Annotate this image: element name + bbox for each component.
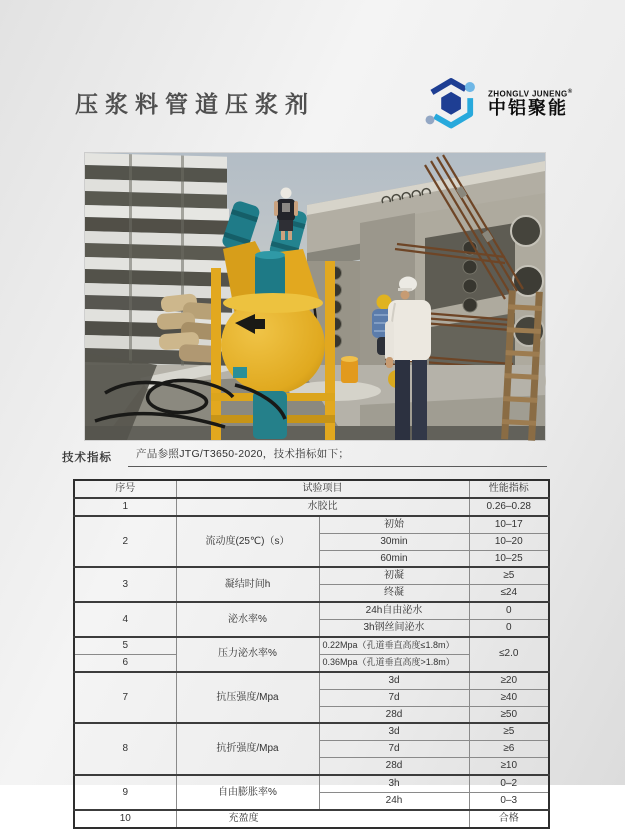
page-title: 压浆料管道压浆剂: [75, 91, 315, 117]
inner-hexagon: [441, 92, 461, 115]
table-row: [74, 516, 549, 533]
sphere-bottom-left: [426, 115, 435, 124]
cell-no: 10: [74, 810, 176, 828]
cell-condition: 终凝: [319, 585, 469, 602]
cell-value: ≥5: [469, 567, 549, 584]
header-index: 性能指标: [469, 480, 549, 498]
table-row: [74, 672, 549, 689]
cell-value: ≥5: [469, 723, 549, 740]
cell-condition: 24h自由泌水: [319, 602, 469, 619]
table-row: [74, 602, 549, 619]
cell-value: 0–2: [469, 775, 549, 792]
logo-name-cn: 中铝聚能: [488, 97, 568, 118]
sphere-top-right: [465, 82, 475, 92]
cell-no: 2: [74, 516, 176, 568]
cell-condition: 28d: [319, 706, 469, 723]
cell-value: ≥6: [469, 741, 549, 758]
cell-value: 10–25: [469, 550, 549, 567]
table-row: [74, 775, 549, 792]
cell-no: 4: [74, 602, 176, 637]
cell-item: 抗折强度/Mpa: [176, 723, 319, 775]
cell-condition: 24h: [319, 793, 469, 810]
cell-no: 6: [74, 654, 176, 671]
cell-condition: 3d: [319, 672, 469, 689]
tech-section-note: 产品参照JTG/T3650-2020，技术指标如下；: [136, 448, 350, 460]
spec-table: [73, 479, 550, 829]
cell-condition: 60min: [319, 550, 469, 567]
yellow-bucket: [341, 356, 358, 383]
table-row: [74, 567, 549, 584]
cell-no: 8: [74, 723, 176, 775]
cell-value: ≥10: [469, 758, 549, 775]
cell-value: ≥20: [469, 672, 549, 689]
tech-section-label: 技术指标: [62, 452, 112, 464]
cell-item: 充盈度: [176, 810, 469, 828]
table-row: [74, 723, 549, 740]
cell-item: 流动度(25℃)（s）: [176, 516, 319, 568]
cell-no: 5: [74, 637, 176, 654]
cell-no: 7: [74, 672, 176, 724]
header-no: 序号: [74, 480, 176, 498]
cell-no: 1: [74, 498, 176, 516]
table-row: [74, 480, 549, 498]
cell-condition: 0.22Mpa（孔道垂直高度≤1.8m）: [319, 637, 469, 654]
cell-condition: 初凝: [319, 567, 469, 584]
table-row: [74, 498, 549, 516]
logo-name-en: ZHONGLV JUNENG®: [488, 88, 573, 99]
cell-value: 10–17: [469, 516, 549, 533]
registered-mark: ®: [567, 88, 573, 95]
site-photo-illustration: [85, 153, 545, 440]
cell-condition: 3h: [319, 775, 469, 792]
cell-no: 9: [74, 775, 176, 810]
cell-value: 0: [469, 602, 549, 619]
cell-value: 0.26–0.28: [469, 498, 549, 516]
cell-item: 抗压强度/Mpa: [176, 672, 319, 724]
header-item: 试验项目: [176, 480, 469, 498]
cell-condition: 7d: [319, 689, 469, 706]
brand-hexagon-icon: [424, 72, 482, 134]
brand-logo: [424, 68, 584, 138]
cell-value: ≤2.0: [469, 637, 549, 672]
cell-value: 10–20: [469, 533, 549, 550]
cell-condition: 7d: [319, 741, 469, 758]
cell-no: 3: [74, 567, 176, 602]
tech-note-underline: [128, 444, 547, 467]
cell-value: 合格: [469, 810, 549, 828]
cell-condition: 28d: [319, 758, 469, 775]
cell-condition: 0.36Mpa（孔道垂直高度>1.8m）: [319, 654, 469, 671]
cell-item: 泌水率%: [176, 602, 319, 637]
cell-value: ≤24: [469, 585, 549, 602]
cell-item: 凝结时间h: [176, 567, 319, 602]
cell-value: 0: [469, 620, 549, 637]
cell-condition: 30min: [319, 533, 469, 550]
cell-value: ≥50: [469, 706, 549, 723]
cell-item: 水胶比: [176, 498, 469, 516]
site-photo: [85, 153, 545, 440]
logo-text: [488, 89, 573, 118]
cell-item: 自由膨胀率%: [176, 775, 319, 810]
cell-condition: 初始: [319, 516, 469, 533]
cell-value: 0–3: [469, 793, 549, 810]
spec-table-body: [74, 480, 549, 828]
table-row: [74, 637, 549, 654]
table-row: [74, 810, 549, 828]
cell-value: ≥40: [469, 689, 549, 706]
cell-condition: 3d: [319, 723, 469, 740]
cell-item: 压力泌水率%: [176, 637, 319, 672]
cell-condition: 3h钢丝间泌水: [319, 620, 469, 637]
